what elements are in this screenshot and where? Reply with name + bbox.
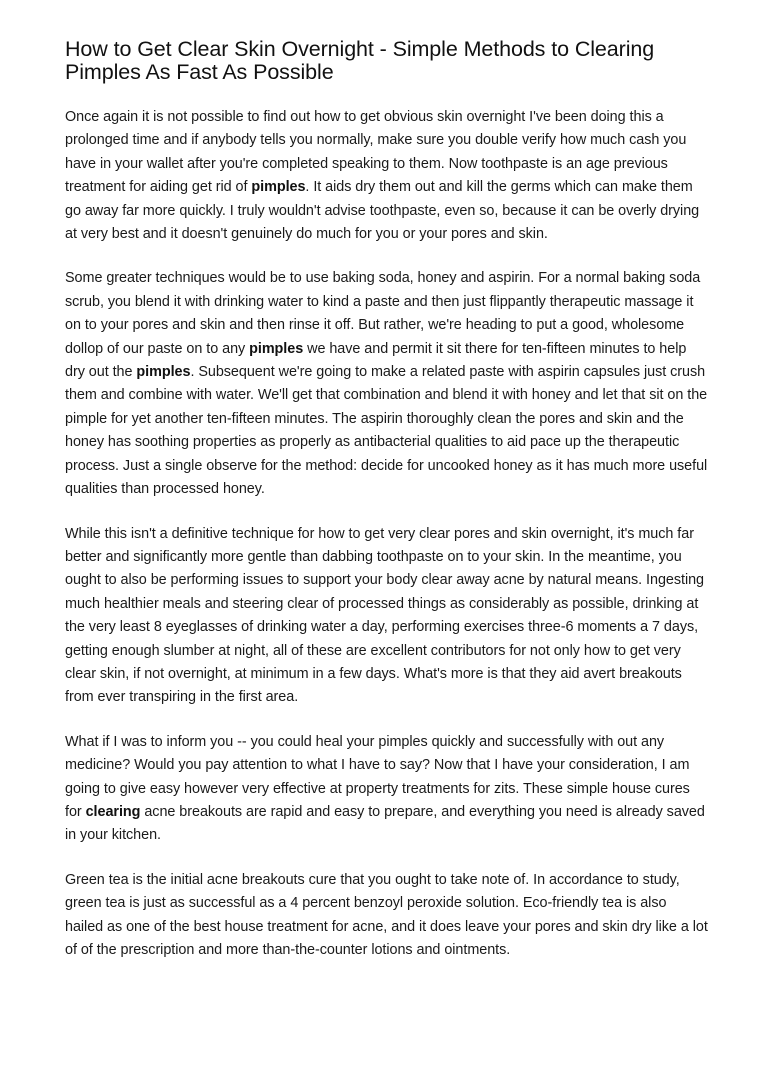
paragraph-text: Some greater techniques would be to use baking soda, honey and aspirin. For a normal baking soda scrub, you blend it with drinking water to kind a paste and then just flippantly therapeutic massage it on to your pores and skin and then rinse it off. But rather, we're heading to put a good, wholesome dollop of our paste on to any bbox=[65, 270, 701, 357]
paragraph-text: . Subsequent we're going to make a related paste with aspirin capsules just crush them and combine with water. We'll get that combination and blend it with honey and let that sit on the pimple for yet another ten-fifteen minutes. The aspirin thoroughly clean the pores and skin and the honey has soothing properties as properly as antibacterial qualities to aid pace up the therapeutic process. Just a single observe for the method: decide for uncooked honey as it has much more useful qualities than processed honey. bbox=[65, 364, 708, 498]
document-page bbox=[65, 38, 708, 962]
paragraph-toothpaste bbox=[65, 106, 708, 246]
paragraph-text: acne breakouts are rapid and easy to prepare, and everything you need is already saved in your kitchen. bbox=[65, 803, 705, 844]
paragraph-text: Once again it is not possible to find out how to get obvious skin overnight I've been doing this a prolonged time and if anybody tells you normally, make sure you double verify how much cash you have in your wallet after you're completed speaking to them. Now toothpaste is an age previous treatment for aiding get rid of bbox=[65, 109, 687, 196]
document-title: How to Get Clear Skin Overnight - Simple Methods to Clearing Pimples As Fast As Possible bbox=[65, 37, 655, 84]
paragraph-green-tea: Green tea is the initial acne breakouts cure that you ought to take note of. In accordance to study, green tea is just as successful as a 4 percent benzoyl peroxide solution. Eco-friendly tea is also hailed as one of the best house treatment for acne, and it does leave your pores and skin dry like a lot of of the prescription and more than-the-counter lotions and ointments. bbox=[65, 871, 708, 958]
paragraph-home-treatments bbox=[65, 731, 708, 848]
keyword-clearing: clearing bbox=[85, 803, 141, 820]
paragraph-text: What if I was to inform you -- you could heal your pimples quickly and successfully with out any medicine? Would you pay attention to what I have to say? Now that I have your consideration, I am going to give easy however very effective at property treatments for zits. These simple house cures for bbox=[65, 733, 690, 820]
keyword-pimples: pimples bbox=[249, 340, 304, 357]
keyword-pimples: pimples bbox=[251, 179, 306, 196]
keyword-pimples: pimples bbox=[136, 364, 191, 381]
paragraph-baking-soda bbox=[65, 267, 708, 501]
paragraph-text: . It aids dry them out and kill the germs which can make them go away far more quickly. I truly wouldn't advise toothpaste, even so, because it can be overly drying at very best and it doesn't genuinely do much for you or your pores and skin. bbox=[65, 179, 700, 243]
paragraph-text: we have and permit it sit there for ten-fifteen minutes to help dry out the bbox=[65, 340, 687, 381]
paragraph-natural-means: While this isn't a definitive technique for how to get very clear pores and skin overnight, it's much far better and significantly more gentle than dabbing toothpaste on to your skin. In the meantime, you ought to also be performing issues to support your body clear away acne by natural means. Ingesting much healthier meals and steering clear of processed things as considerably as possible, drinking at the very least 8 eyeglasses of drinking water a day, performing exercises three-6 moments a 7 days, getting enough slumber at night, all of these are excellent contributors for not only how to get very clear skin, if not overnight, at minimum in a few days. What's more is that they aid avert breakouts from ever transpiring in the first area. bbox=[65, 525, 705, 706]
